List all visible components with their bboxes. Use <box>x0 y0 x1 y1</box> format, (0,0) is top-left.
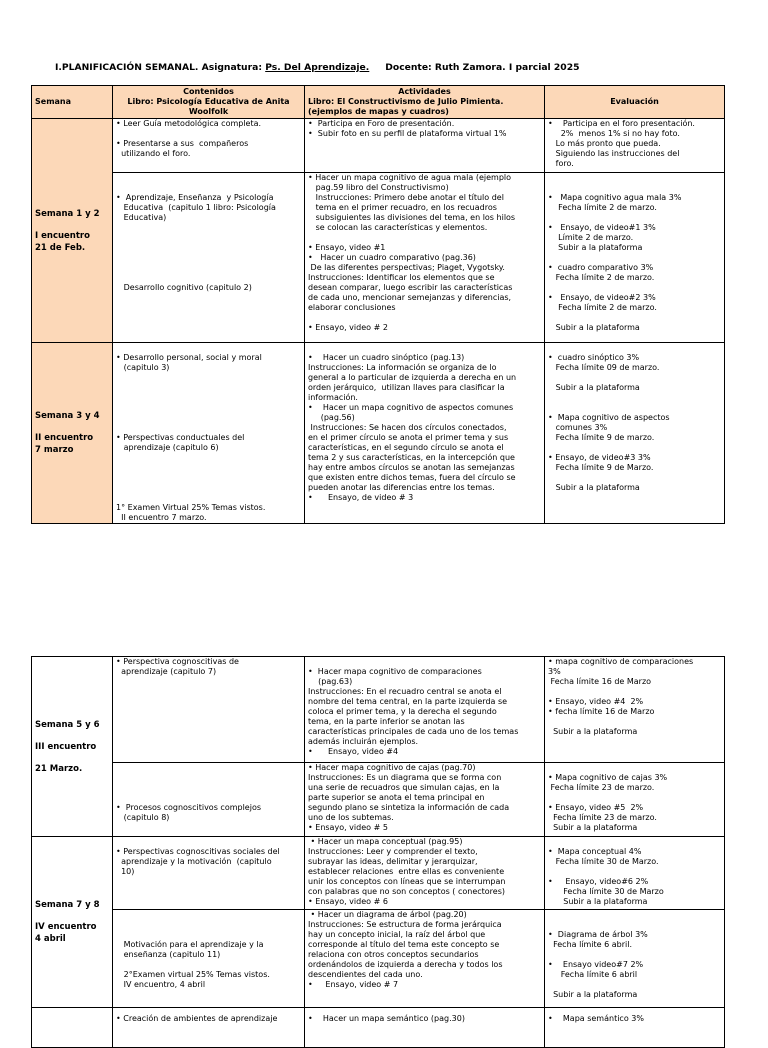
cell-line <box>116 403 301 413</box>
cell-line: • Presentarse a sus compañeros <box>116 139 249 148</box>
cell-line: • Perspectiva cognoscitivas de <box>116 657 239 666</box>
cell-line: Subir a la plataforma <box>548 483 640 492</box>
cell-line: una serie de recuadros que simulan cajas, en la <box>308 783 500 792</box>
cell-line: • Participa en el foro presentación. <box>548 119 695 128</box>
cell-line <box>116 423 301 433</box>
contenidos-cell <box>113 1008 305 1048</box>
cell-line: hay un concepto inicial, la raíz del árbol que <box>308 930 486 939</box>
cell-line: • Hacer un mapa semántico (pag.30) <box>308 1014 465 1023</box>
evaluacion-cell <box>545 343 725 524</box>
cell-line: • Diagrama de árbol 3% <box>548 930 648 939</box>
cell-line <box>116 473 301 483</box>
cell-line <box>116 129 301 139</box>
week-label: Semana 3 y 4 <box>35 411 100 421</box>
cell-line <box>116 960 301 970</box>
week-date: 7 marzo <box>35 445 74 455</box>
cell-line: coloca el primer tema, y la derecha el segundo <box>308 707 497 716</box>
cell-line: Desarrollo cognitivo (capitulo 2) <box>116 283 252 292</box>
cell-line: • cuadro sinóptico 3% <box>548 353 640 362</box>
cell-line: • Desarrollo personal, social y moral <box>116 353 262 362</box>
cell-line: Lo más pronto que pueda. <box>548 139 661 148</box>
cell-line: Fecha límite 2 de marzo. <box>548 203 657 212</box>
cell-line: Fecha límite 9 de marzo. <box>548 433 655 442</box>
cell-line <box>548 283 721 293</box>
evaluacion-cell <box>545 173 725 343</box>
cell-line: • Ensayo, video #1 <box>308 243 386 252</box>
cell-line <box>116 263 301 273</box>
week-cell <box>32 343 113 524</box>
cell-line: ordenándolos de izquierda a derecha y todos los <box>308 960 503 969</box>
cell-line <box>116 413 301 423</box>
week-label: Semana 7 y 8 <box>35 900 100 910</box>
cell-line: Fecha límite 2 de marzo. <box>548 303 657 312</box>
cell-line: Instrucciones: Es un diagrama que se forma con <box>308 773 502 782</box>
cell-line: Fecha límite 09 de marzo. <box>548 363 660 372</box>
cell-line: foro. <box>548 159 574 168</box>
cell-line <box>308 313 541 323</box>
cell-line: • mapa cognitivo de comparaciones <box>548 657 694 666</box>
cell-line: • Ensayo, video #4 2% <box>548 697 644 706</box>
table-row <box>32 837 725 910</box>
header-actividades <box>305 86 545 119</box>
cell-line: Fecha límite 23 de marzo. <box>548 783 655 792</box>
cell-line: información. <box>308 393 358 402</box>
cell-line <box>116 173 301 183</box>
week-cell <box>32 657 113 837</box>
cell-line: tema 2 y sus características, en la intercepción que <box>308 453 515 462</box>
cell-line: • fecha límite 16 de Marzo <box>548 707 655 716</box>
week-cell <box>32 837 113 1008</box>
cell-line <box>548 173 721 183</box>
cell-line: Instrucciones: Se estructura de forma jerárquica <box>308 920 502 929</box>
week-date: 21 Marzo. <box>35 763 83 774</box>
cell-line: Fecha límite 6 abril <box>548 970 638 979</box>
cell-line: 2% menos 1% si no hay foto. <box>548 129 680 138</box>
cell-line: orden jerárquico, utilizan llaves para clasificar la <box>308 383 505 392</box>
cell-line: • Mapa cognitivo de aspectos <box>548 413 670 422</box>
cell-line: • Ensayo video#7 2% <box>548 960 644 969</box>
cell-line: • Ensayo, video # 7 <box>308 980 399 989</box>
cell-line: 2°Examen virtual 25% Temas vistos. <box>116 970 270 979</box>
week-label: Semana 1 y 2 <box>35 208 100 219</box>
cell-line: relaciona con otros conceptos secundarios <box>308 950 479 959</box>
cell-line: • Hacer un cuadro comparativo (pag.36) <box>308 253 476 262</box>
cell-line: 10) <box>116 867 135 876</box>
cell-line: (capitulo 3) <box>116 363 170 372</box>
cell-line <box>548 183 721 193</box>
actividades-cell <box>305 119 545 173</box>
table-row <box>32 763 725 837</box>
cell-line <box>116 493 301 503</box>
header-actividades-l3: (ejemplos de mapas y cuadros) <box>308 107 449 116</box>
header-semana: Semana <box>32 86 113 119</box>
cell-line: Fecha límite 30 de Marzo <box>548 887 664 896</box>
cell-line <box>116 343 301 353</box>
week-date: 21 de Feb. <box>35 242 86 253</box>
cell-line: 1° Examen Virtual 25% Temas vistos. <box>116 503 266 512</box>
cell-line: hay entre ambos círculos se anotan las semejanzas <box>308 463 515 472</box>
contenidos-cell <box>113 910 305 1008</box>
cell-line: utilizando el foro. <box>116 149 191 158</box>
cell-line: • Subir foto en su perfil de plataforma virtual 1% <box>308 129 507 138</box>
cell-line: tema en el primer recuadro, en los recuadros <box>308 203 497 212</box>
cell-line: • Participa en Foro de presentación. <box>308 119 455 128</box>
cell-line: • Ensayo, video # 5 <box>308 823 388 832</box>
schedule-table-part2 <box>31 656 725 1048</box>
page-title <box>55 62 579 73</box>
actividades-cell <box>305 343 545 524</box>
cell-line: Subir a la plataforma <box>548 823 638 832</box>
cell-line: aprendizaje (capitulo 6) <box>116 443 219 452</box>
actividades-cell <box>305 910 545 1008</box>
cell-line <box>548 403 721 413</box>
cell-line <box>548 343 721 353</box>
cell-line: establecer relaciones entre ellas es conveniente <box>308 867 505 876</box>
cell-line: que existen entre dichos temas, fuera del círculo se <box>308 473 516 482</box>
cell-line <box>548 687 721 697</box>
cell-line <box>548 393 721 403</box>
header-actividades-l1: Actividades <box>398 87 451 96</box>
cell-line: aprendizaje y la motivación (capitulo <box>116 857 272 866</box>
header-contenidos-l2: Libro: Psicología Educativa de Anita <box>127 97 290 106</box>
cell-line <box>548 920 721 930</box>
cell-line: Siguiendo las instrucciones del <box>548 149 680 158</box>
cell-line: • Ensayo, video#6 2% <box>548 877 649 886</box>
cell-line: • Perspectivas cognoscitivas sociales del <box>116 847 280 856</box>
cell-line: • Ensayo, de video # 3 <box>308 493 414 502</box>
cell-line: segundo plano se sintetiza la información de cada <box>308 803 510 812</box>
header-actividades-l2: Libro: El Constructivismo de Julio Pimienta. <box>308 97 504 106</box>
week-encounter: I encuentro <box>35 230 90 241</box>
cell-line <box>548 717 721 727</box>
cell-line: Instrucciones: Leer y comprender el texto, <box>308 847 478 856</box>
actividades-cell <box>305 1008 545 1048</box>
header-contenidos-l1: Contenidos <box>183 87 234 96</box>
cell-line: • Creación de ambientes de aprendizaje <box>116 1014 278 1023</box>
cell-line: • Hacer un mapa cognitivo de agua mala (ejemplo <box>308 173 512 182</box>
cell-line: además incluirán ejemplos. <box>308 737 419 746</box>
cell-line: de cada uno, mencionar semejanzas y diferencias, <box>308 293 512 302</box>
week-date: 4 abril <box>35 934 66 944</box>
cell-line: • Mapa cognitivo agua mala 3% <box>548 193 682 202</box>
cell-line <box>116 763 301 773</box>
cell-line: subrayar las ideas, delimitar y jerarquizar, <box>308 857 478 866</box>
cell-line: • Hacer un cuadro sinóptico (pag.13) <box>308 353 465 362</box>
cell-line: • Perspectivas conductuales del <box>116 433 245 442</box>
cell-line: Instrucciones: En el recuadro central se anota el <box>308 687 502 696</box>
cell-line: Fecha límite 9 de Marzo. <box>548 463 654 472</box>
title-prefix: I.PLANIFICACIÓN SEMANAL. Asignatura: <box>55 62 266 73</box>
cell-line: enseñanza (capitulo 11) <box>116 950 221 959</box>
cell-line <box>116 910 301 920</box>
cell-line: • Hacer mapa cognitivo de cajas (pag.70) <box>308 763 476 772</box>
cell-line: • Ensayo, video # 2 <box>308 323 388 332</box>
cell-line: (pag.56) <box>308 413 355 422</box>
cell-line: nombre del tema central, en la parte izquierda se <box>308 697 508 706</box>
evaluacion-cell <box>545 763 725 837</box>
cell-line: Subir a la plataforma <box>548 323 640 332</box>
cell-line: Subir a la plataforma <box>548 897 648 906</box>
cell-line <box>116 183 301 193</box>
cell-line: • Procesos cognoscitivos complejos <box>116 803 262 812</box>
evaluacion-cell <box>545 119 725 173</box>
cell-line: general a lo particular de izquierda a derecha en un <box>308 373 517 382</box>
header-contenidos <box>113 86 305 119</box>
header-row <box>32 86 725 119</box>
cell-line: • Mapa cognitivo de cajas 3% <box>548 773 668 782</box>
cell-line <box>116 793 301 803</box>
actividades-cell <box>305 657 545 763</box>
cell-line: unir los conceptos con líneas que se interrumpan <box>308 877 506 886</box>
cell-line <box>548 473 721 483</box>
cell-line: Subir a la plataforma <box>548 990 638 999</box>
evaluacion-cell <box>545 910 725 1008</box>
week-encounter: II encuentro <box>35 433 94 443</box>
evaluacion-cell <box>545 1008 725 1048</box>
cell-line: Instrucciones: Se hacen dos círculos conectados, <box>308 423 507 432</box>
cell-line: tema, en la parte inferior se anotan las <box>308 717 465 726</box>
cell-line: • Hacer un diagrama de árbol (pag.20) <box>308 910 467 919</box>
cell-line <box>548 793 721 803</box>
cell-line: • Hacer mapa cognitivo de comparaciones <box>308 667 482 676</box>
cell-line: características, en el segundo círculo se anota el <box>308 443 504 452</box>
table-row <box>32 343 725 524</box>
cell-line: • Ensayo, de video#3 3% <box>548 453 651 462</box>
cell-line: desean comparar, luego escribir las características <box>308 283 513 292</box>
cell-line: Subir a la plataforma <box>548 383 640 392</box>
cell-line <box>116 393 301 403</box>
cell-line: Instrucciones: Identificar los elementos que se <box>308 273 495 282</box>
cell-line <box>116 253 301 263</box>
cell-line: Instrucciones: La información se organiza de lo <box>308 363 497 372</box>
actividades-cell <box>305 173 545 343</box>
cell-line: • Hacer un mapa cognitivo de aspectos comunes <box>308 403 514 412</box>
table-row <box>32 910 725 1008</box>
cell-line <box>116 453 301 463</box>
cell-line: Educativa (capitulo 1 libro: Psicología <box>116 203 276 212</box>
contenidos-cell <box>113 837 305 910</box>
cell-line <box>116 463 301 473</box>
cell-line: Límite 2 de marzo. <box>548 233 634 242</box>
cell-line: subsiguientes las divisiones del tema, en los hilos <box>308 213 516 222</box>
cell-line: (pag.63) <box>308 677 353 686</box>
cell-line: Fecha límite 2 de marzo. <box>548 273 655 282</box>
cell-line <box>548 373 721 383</box>
title-subject: Ps. Del Aprendizaje. <box>265 62 370 73</box>
cell-line: • Ensayo, de video#1 3% <box>548 223 656 232</box>
cell-line <box>116 773 301 783</box>
cell-line: Subir a la plataforma <box>548 243 643 252</box>
cell-line: pag.59 libro del Constructivismo) <box>308 183 449 192</box>
cell-line <box>308 657 541 667</box>
cell-line: descendientes del cada uno. <box>308 970 423 979</box>
cell-line: aprendizaje (capitulo 7) <box>116 667 217 676</box>
cell-line: uno de los subtemas. <box>308 813 394 822</box>
week-encounter: III encuentro <box>35 741 97 752</box>
cell-line: corresponde al título del tema este concepto se <box>308 940 500 949</box>
cell-line <box>548 980 721 990</box>
cell-line <box>116 233 301 243</box>
cell-line <box>548 910 721 920</box>
cell-line <box>548 867 721 877</box>
table-row <box>32 1008 725 1048</box>
cell-line: se colocan las características y elementos. <box>308 223 488 232</box>
actividades-cell <box>305 837 545 910</box>
cell-line <box>116 483 301 493</box>
cell-line: (capitulo 8) <box>116 813 170 822</box>
cell-line: comunes 3% <box>548 423 608 432</box>
cell-line <box>116 783 301 793</box>
cell-line: Fecha límite 23 de marzo. <box>548 813 657 822</box>
cell-line <box>116 373 301 383</box>
cell-line: • Aprendizaje, Enseñanza y Psicología <box>116 193 274 202</box>
cell-line: • Ensayo, video # 6 <box>308 897 388 906</box>
cell-line <box>548 253 721 263</box>
cell-line <box>116 383 301 393</box>
cell-line: Subir a la plataforma <box>548 727 638 736</box>
cell-line: con palabras que no son conceptos ( conectores) <box>308 887 505 896</box>
table-row <box>32 119 725 173</box>
cell-line: • Mapa conceptual 4% <box>548 847 642 856</box>
evaluacion-cell <box>545 657 725 763</box>
cell-line: • Leer Guía metodológica completa. <box>116 119 262 128</box>
cell-line <box>548 950 721 960</box>
cell-line: Motivación para el aprendizaje y la <box>116 940 264 949</box>
cell-line <box>308 233 541 243</box>
cell-line: características principales de cada uno de los temas <box>308 727 519 736</box>
cell-line: Educativa) <box>116 213 167 222</box>
cell-line: Fecha límite 16 de Marzo <box>548 677 652 686</box>
cell-line <box>548 837 721 847</box>
contenidos-cell <box>113 119 305 173</box>
cell-line: II encuentro 7 marzo. <box>116 513 207 522</box>
contenidos-cell <box>113 173 305 343</box>
cell-line: • Hacer un mapa conceptual (pag.95) <box>308 837 463 846</box>
week-encounter: IV encuentro <box>35 922 97 932</box>
cell-line: • Ensayo, video #4 <box>308 747 399 756</box>
cell-line: De las diferentes perspectivas; Piaget, Vygotsky. <box>308 263 505 272</box>
cell-line: • Ensayo, video #5 2% <box>548 803 644 812</box>
cell-line: IV encuentro, 4 abril <box>116 980 206 989</box>
cell-line: Fecha límite 30 de Marzo. <box>548 857 659 866</box>
cell-line <box>116 837 301 847</box>
cell-line <box>116 243 301 253</box>
week-cell <box>32 119 113 343</box>
cell-line <box>308 343 541 353</box>
actividades-cell <box>305 763 545 837</box>
week-cell <box>32 1008 113 1048</box>
contenidos-cell <box>113 657 305 763</box>
cell-line <box>116 920 301 930</box>
cell-line: pueden anotar las diferencias entre los temas. <box>308 483 495 492</box>
schedule-table-part1 <box>31 85 725 524</box>
contenidos-cell <box>113 343 305 524</box>
table-row <box>32 657 725 763</box>
cell-line: parte superior se anota el tema principal en <box>308 793 485 802</box>
header-evaluacion: Evaluación <box>545 86 725 119</box>
cell-line: 3% <box>548 667 561 676</box>
table-row <box>32 173 725 343</box>
header-contenidos-l3: Woolfolk <box>188 107 229 116</box>
cell-line: en el primer círculo se anota el primer tema y sus <box>308 433 509 442</box>
cell-line: • Mapa semántico 3% <box>548 1014 644 1023</box>
title-rest: Docente: Ruth Zamora. I parcial 2025 <box>369 62 580 73</box>
cell-line: Instrucciones: Primero debe anotar el título del <box>308 193 504 202</box>
cell-line <box>116 223 301 233</box>
evaluacion-cell <box>545 837 725 910</box>
cell-line: Fecha límite 6 abril. <box>548 940 633 949</box>
week-label: Semana 5 y 6 <box>35 719 100 730</box>
cell-line <box>548 763 721 773</box>
cell-line: • Ensayo, de video#2 3% <box>548 293 656 302</box>
cell-line: elaborar conclusiones <box>308 303 396 312</box>
cell-line <box>116 273 301 283</box>
contenidos-cell <box>113 763 305 837</box>
cell-line <box>548 213 721 223</box>
cell-line <box>548 443 721 453</box>
cell-line <box>548 313 721 323</box>
cell-line <box>116 930 301 940</box>
cell-line: • cuadro comparativo 3% <box>548 263 654 272</box>
